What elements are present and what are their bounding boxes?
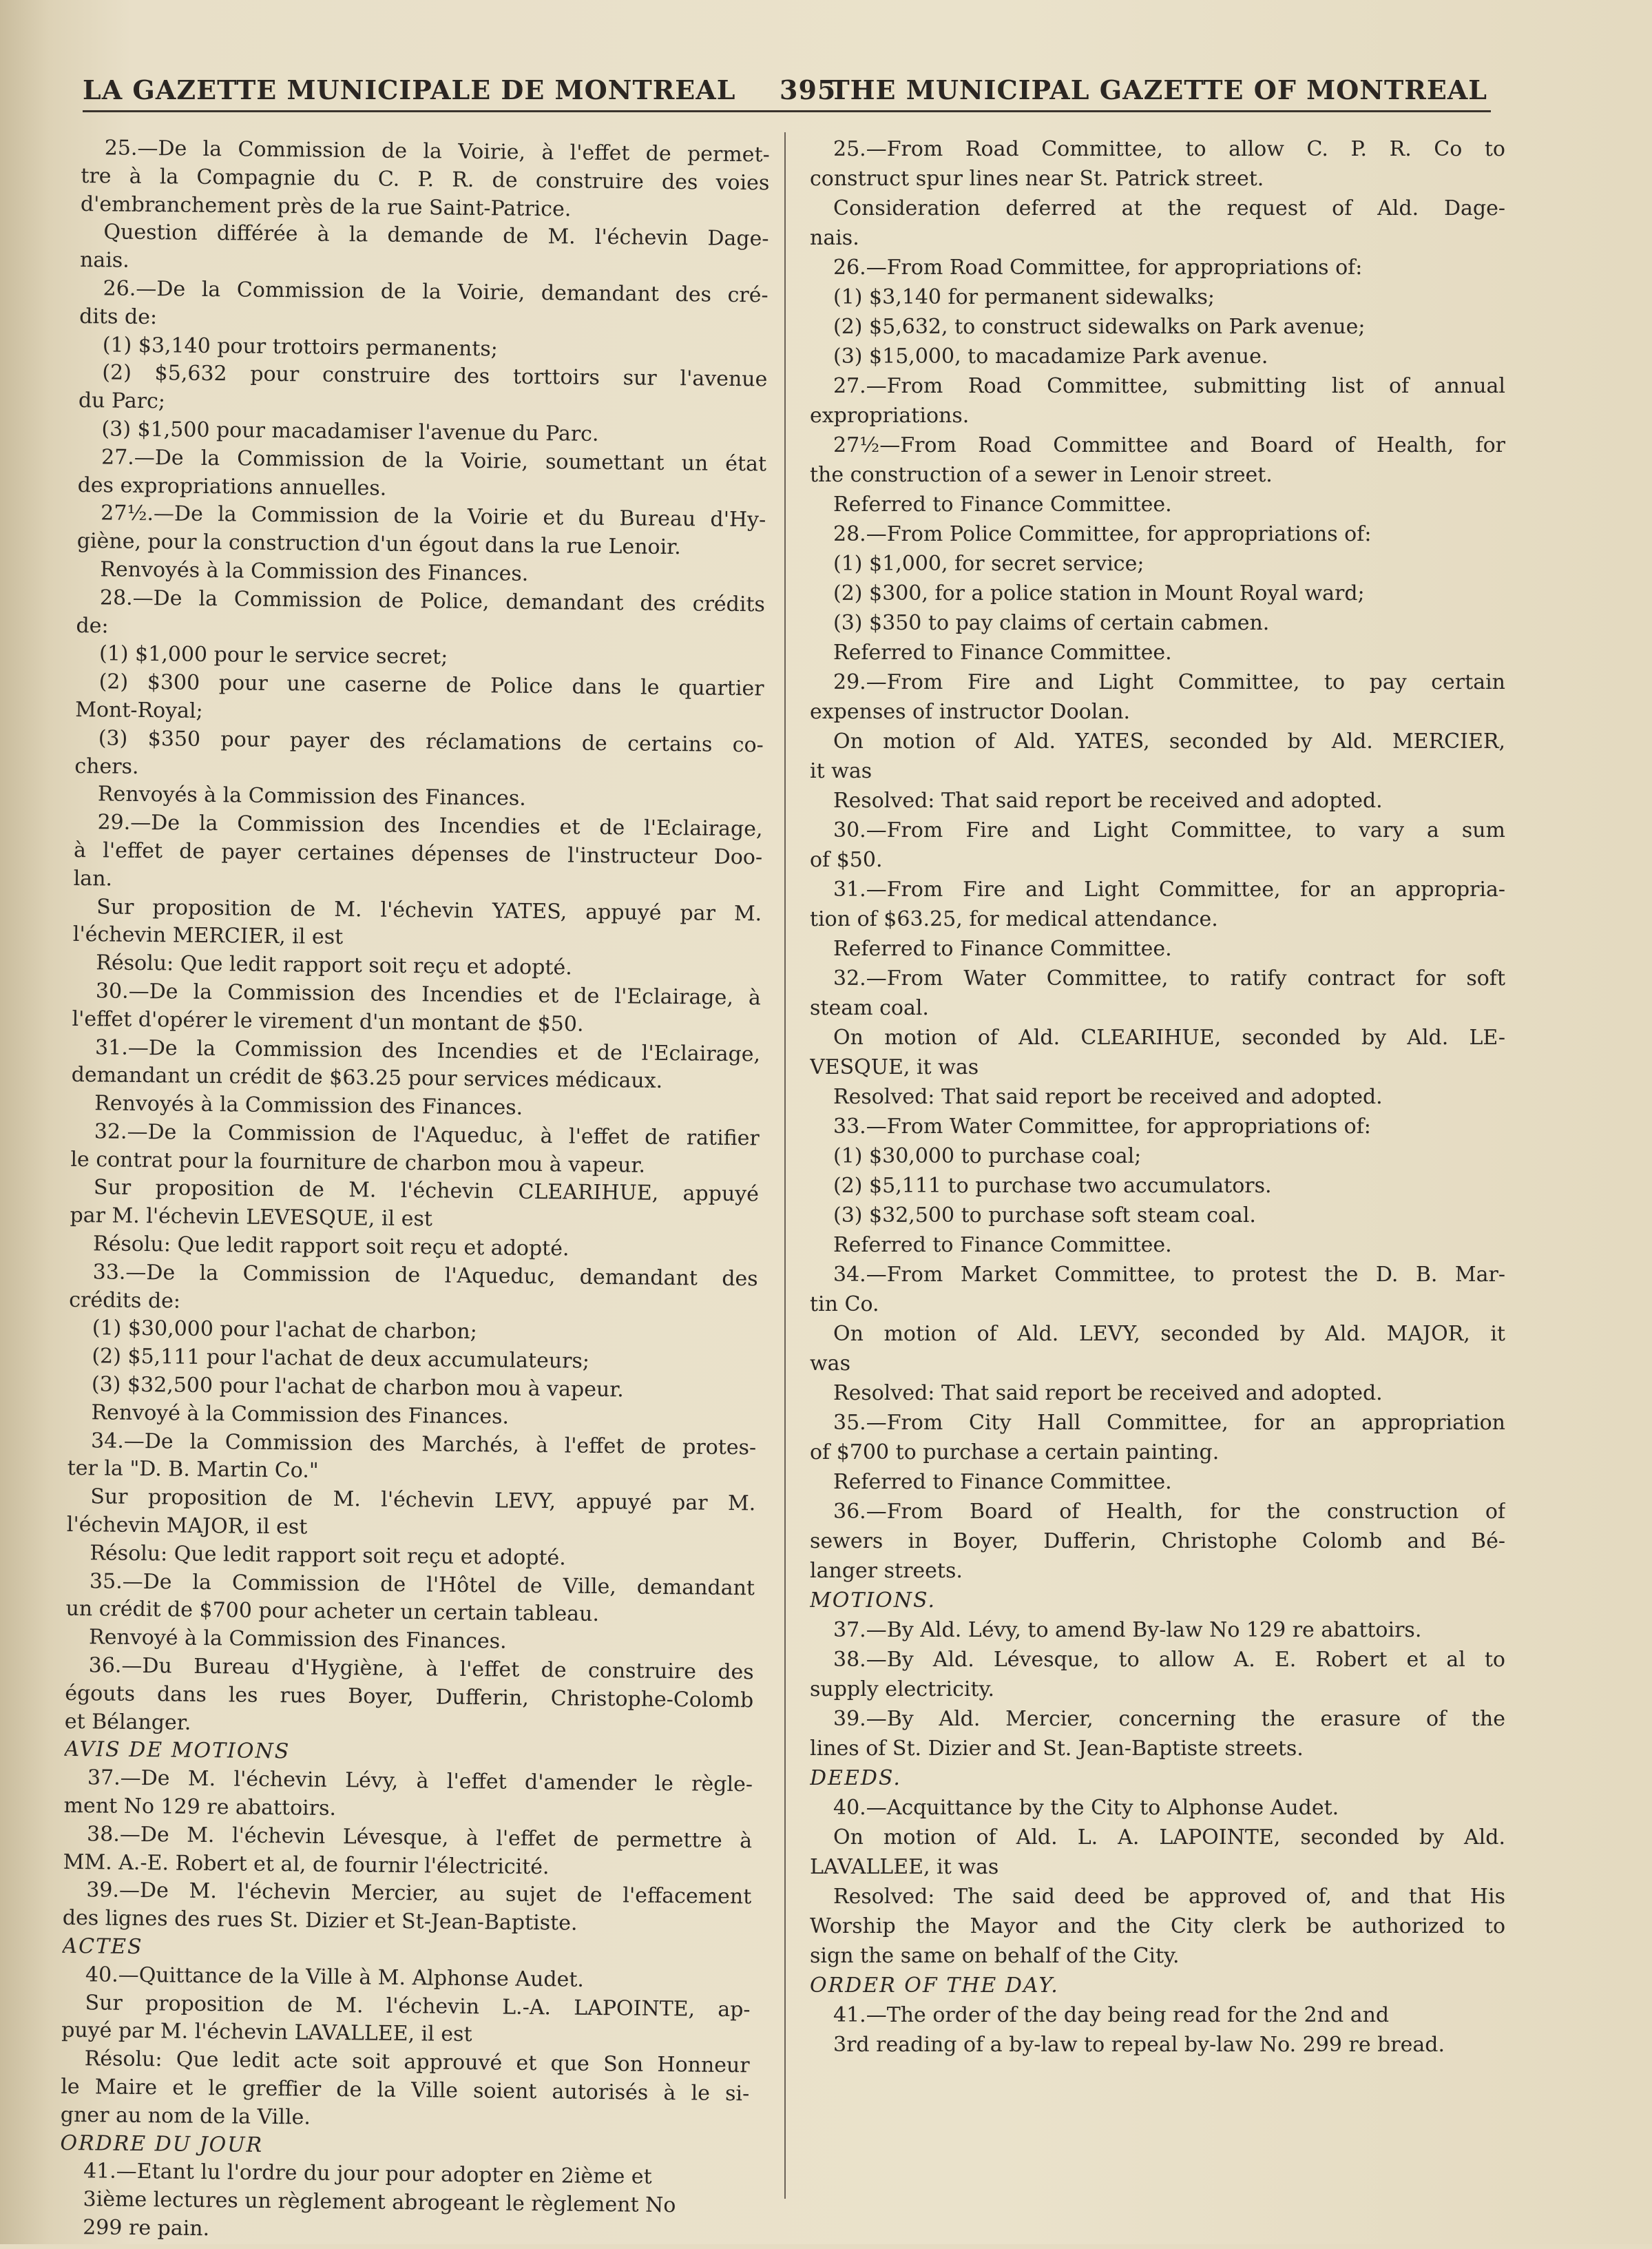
page-header bbox=[83, 74, 1487, 116]
english-text-line: tin Co. bbox=[810, 1292, 879, 1316]
french-text-line: du Parc; bbox=[78, 388, 166, 414]
english-text-line: Worship the Mayor and the City clerk be authorized to bbox=[810, 1914, 1505, 1938]
french-text-line: et Bélanger. bbox=[64, 1709, 191, 1735]
french-text-line: chers. bbox=[74, 754, 139, 779]
french-text-line: 40.—Quittance de la Ville à M. Alphonse Audet. bbox=[85, 1962, 585, 1992]
french-text-line: 29.—De la Commission des Incendies et de l'Eclairage, bbox=[97, 810, 763, 842]
french-text-line: 3ième lectures un règlement abrogeant le règlement No bbox=[83, 2187, 676, 2218]
english-text-line: Referred to Finance Committee. bbox=[833, 1470, 1172, 1494]
english-text-line: On motion of Ald. YATES, seconded by Ald. MERCIER, bbox=[833, 729, 1505, 754]
english-text-line: On motion of Ald. CLEARIHUE, seconded by Ald. LE- bbox=[833, 1026, 1505, 1050]
french-title: LA GAZETTE MUNICIPALE DE MONTREAL bbox=[83, 74, 736, 105]
english-text-line: LAVALLEE, it was bbox=[810, 1855, 999, 1879]
english-text-line: (1) $3,140 for permanent sidewalks; bbox=[833, 285, 1215, 309]
english-text-line: lines of St. Dizier and St. Jean-Baptiste streets. bbox=[810, 1737, 1304, 1761]
french-text-line: 26.—De la Commission de la Voirie, demandant des cré- bbox=[103, 276, 769, 308]
english-text-line: (2) $300, for a police station in Mount Royal ward; bbox=[833, 581, 1365, 605]
english-text-line: 25.—From Road Committee, to allow C. P. R. Co to bbox=[833, 137, 1505, 161]
french-text-line: (3) $350 pour payer des réclamations de certains co- bbox=[98, 726, 764, 758]
english-text-line: of $700 to purchase a certain painting. bbox=[810, 1440, 1220, 1464]
english-text-line: Referred to Finance Committee. bbox=[833, 937, 1172, 961]
english-text-line: On motion of Ald. L. A. LAPOINTE, seconded by Ald. bbox=[833, 1825, 1505, 1849]
english-text-line: 41.—The order of the day being read for the 2nd and bbox=[833, 2003, 1390, 2027]
french-text-line: puyé par M. l'échevin LAVALLEE, il est bbox=[61, 2018, 472, 2047]
english-text-line: supply electricity. bbox=[810, 1677, 995, 1701]
french-text-line: le Maire et le greffier de la Ville soient autorisés à le si- bbox=[61, 2074, 750, 2106]
french-text-line: Sur proposition de M. l'échevin L.-A. LAPOINTE, ap- bbox=[85, 1990, 751, 2022]
french-text-line: Résolu: Que ledit rapport soit reçu et adopté. bbox=[90, 1541, 566, 1571]
english-text-line: nais. bbox=[810, 226, 859, 250]
english-text-line: (2) $5,632, to construct sidewalks on Park avenue; bbox=[833, 315, 1366, 339]
french-text-line: 299 re pain. bbox=[82, 2215, 210, 2241]
french-text-line: 31.—De la Commission des Incendies et de l'Eclairage, bbox=[94, 1035, 761, 1066]
french-text-line: Renvoyés à la Commission des Finances. bbox=[94, 1091, 523, 1120]
english-text-line: Consideration deferred at the request of Ald. Dage- bbox=[833, 196, 1505, 220]
french-text-line: 27½.—De la Commission de la Voirie et du Bureau d'Hy- bbox=[101, 501, 766, 532]
french-text-line: ter la "D. B. Martin Co." bbox=[67, 1456, 319, 1484]
french-text-line: 37.—De M. l'échevin Lévy, à l'effet d'amender le règle- bbox=[87, 1765, 753, 1797]
english-text-line: Resolved: The said deed be approved of, and that His bbox=[833, 1885, 1505, 1909]
french-section-heading: AVIS DE MOTIONS bbox=[64, 1737, 291, 1764]
english-text-line: 28.—From Police Committee, for appropriations of: bbox=[833, 522, 1372, 546]
english-text-line: 40.—Acquittance by the City to Alphonse Audet. bbox=[833, 1796, 1339, 1820]
french-text-line: Résolu: Que ledit rapport soit reçu et adopté. bbox=[92, 1232, 569, 1261]
english-text-line: On motion of Ald. LEVY, seconded by Ald. MAJOR, it bbox=[833, 1322, 1505, 1346]
french-text-line: 39.—De M. l'échevin Mercier, au sujet de l'effacement bbox=[86, 1878, 752, 1909]
french-text-line: un crédit de $700 pour acheter un certain tableau. bbox=[65, 1597, 600, 1627]
french-text-line: 27.—De la Commission de la Voirie, soumettant un état bbox=[101, 445, 767, 477]
french-text-line: 41.—Etant lu l'ordre du jour pour adopter en 2ième et bbox=[83, 2159, 652, 2190]
french-text-line: 28.—De la Commission de Police, demandant des crédits bbox=[99, 585, 766, 617]
french-text-line: 34.—De la Commission des Marchés, à l'effet de protes- bbox=[90, 1428, 757, 1460]
english-text-line: 38.—By Ald. Lévesque, to allow A. E. Robert et al to bbox=[833, 1648, 1505, 1672]
french-text-line: MM. A.-E. Robert et al, de fournir l'électricité. bbox=[63, 1849, 550, 1879]
english-text-line: 37.—By Ald. Lévy, to amend By-law No 129 re abattoirs. bbox=[833, 1618, 1422, 1642]
english-title: THE MUNICIPAL GAZETTE OF MONTREAL bbox=[830, 74, 1487, 105]
french-text-line: l'effet d'opérer le virement d'un montant de $50. bbox=[72, 1006, 584, 1037]
english-text-line: 30.—From Fire and Light Committee, to vary a sum bbox=[833, 818, 1505, 842]
french-text-line: gner au nom de la Ville. bbox=[60, 2102, 311, 2130]
french-text-line: (1) $1,000 pour le service secret; bbox=[98, 641, 448, 670]
english-text-line: 39.—By Ald. Mercier, concerning the erasure of the bbox=[833, 1707, 1505, 1731]
english-text-line: was bbox=[810, 1351, 850, 1376]
french-text-line: 25.—De la Commission de la Voirie, à l'effet de permet- bbox=[104, 136, 770, 167]
english-text-line: (1) $30,000 to purchase coal; bbox=[833, 1144, 1142, 1168]
page-number: 395 bbox=[780, 74, 837, 105]
french-section-heading: ORDRE DU JOUR bbox=[60, 2131, 264, 2157]
english-text-line: langer streets. bbox=[810, 1559, 963, 1583]
header-rule bbox=[83, 110, 1491, 112]
french-text-line: (1) $3,140 pour trottoirs permanents; bbox=[102, 332, 499, 361]
french-text-line: Résolu: Que ledit rapport soit reçu et adopté. bbox=[96, 951, 572, 980]
english-text-line: 26.—From Road Committee, for appropriations of: bbox=[833, 256, 1363, 280]
french-text-line: 36.—Du Bureau d'Hygiène, à l'effet de construire des bbox=[88, 1653, 754, 1685]
french-text-line: à l'effet de payer certaines dépenses de l'instructeur Doo- bbox=[73, 838, 763, 870]
english-text-line: 32.—From Water Committee, to ratify contract for soft bbox=[833, 966, 1505, 991]
english-text-line: of $50. bbox=[810, 848, 883, 872]
english-section-heading: MOTIONS. bbox=[810, 1588, 937, 1613]
english-text-line: expropriations. bbox=[810, 404, 970, 428]
french-text-line: des expropriations annuelles. bbox=[77, 473, 387, 501]
english-text-line: 31.—From Fire and Light Committee, for an appropria- bbox=[833, 878, 1505, 902]
french-text-line: égouts dans les rues Boyer, Dufferin, Christophe-Colomb bbox=[65, 1681, 754, 1713]
english-column bbox=[810, 134, 1505, 2060]
column-divider bbox=[784, 132, 786, 2199]
french-text-line: Résolu: Que ledit acte soit approuvé et que Son Honneur bbox=[84, 2046, 750, 2078]
english-text-line: 29.—From Fire and Light Committee, to pay certain bbox=[833, 670, 1505, 694]
english-text-line: sign the same on behalf of the City. bbox=[810, 1944, 1180, 1968]
english-text-line: VESQUE, it was bbox=[810, 1055, 979, 1079]
french-text-line: d'embranchement près de la rue Saint-Patrice. bbox=[80, 191, 572, 222]
french-text-line: l'échevin MAJOR, il est bbox=[66, 1512, 308, 1540]
english-section-heading: ORDER OF THE DAY. bbox=[810, 1973, 1059, 1998]
english-text-line: Resolved: That said report be received and adopted. bbox=[833, 1381, 1383, 1405]
french-text-line: Sur proposition de M. l'échevin CLEARIHUE, appuyé bbox=[93, 1175, 760, 1207]
english-text-line: (3) $15,000, to macadamize Park avenue. bbox=[833, 344, 1268, 369]
english-text-line: (3) $32,500 to purchase soft steam coal. bbox=[833, 1203, 1256, 1227]
french-text-line: 38.—De M. l'échevin Lévesque, à l'effet de permettre à bbox=[86, 1822, 753, 1854]
english-text-line: (3) $350 to pay claims of certain cabmen. bbox=[833, 611, 1270, 635]
french-text-line: Renvoyé à la Commission des Finances. bbox=[91, 1400, 510, 1429]
french-text-line: 33.—De la Commission de l'Aqueduc, demandant des bbox=[92, 1260, 758, 1292]
french-text-line: dits de: bbox=[79, 304, 158, 329]
english-text-line: Referred to Finance Committee. bbox=[833, 641, 1172, 665]
english-text-line: the construction of a sewer in Lenoir street. bbox=[810, 463, 1273, 487]
english-text-line: 34.—From Market Committee, to protest the D. B. Mar- bbox=[833, 1263, 1505, 1287]
french-text-line: Sur proposition de M. l'échevin YATES, appuyé par M. bbox=[96, 894, 762, 926]
french-text-line: lan. bbox=[73, 866, 113, 891]
english-section-heading: DEEDS. bbox=[810, 1766, 901, 1790]
french-text-line: 32.—De la Commission de l'Aqueduc, à l'effet de ratifier bbox=[94, 1119, 760, 1151]
french-text-line: ment No 129 re abattoirs. bbox=[63, 1793, 337, 1821]
french-text-line: nais. bbox=[79, 248, 130, 273]
french-text-line: par M. l'échevin LEVESQUE, il est bbox=[70, 1203, 433, 1232]
french-text-line: Renvoyés à la Commission des Finances. bbox=[97, 782, 526, 811]
french-text-line: demandant un crédit de $63.25 pour services médicaux. bbox=[71, 1063, 663, 1094]
english-text-line: sewers in Boyer, Dufferin, Christophe Colomb and Bé- bbox=[810, 1529, 1505, 1553]
french-section-heading: ACTES bbox=[62, 1934, 143, 1960]
french-text-line: de: bbox=[76, 613, 109, 638]
english-text-line: 27.—From Road Committee, submitting list of annual bbox=[833, 374, 1505, 398]
english-text-line: (1) $1,000, for secret service; bbox=[833, 552, 1144, 576]
english-text-line: 27½—From Road Committee and Board of Health, for bbox=[833, 433, 1505, 457]
french-text-line: crédits de: bbox=[69, 1287, 181, 1314]
french-text-line: (2) $300 pour une caserne de Police dans le quartier bbox=[98, 670, 764, 701]
english-text-line: tion of $63.25, for medical attendance. bbox=[810, 907, 1218, 931]
english-text-line: Referred to Finance Committee. bbox=[833, 493, 1172, 517]
french-text-line: (1) $30,000 pour l'achat de charbon; bbox=[92, 1316, 477, 1345]
english-text-line: expenses of instructor Doolan. bbox=[810, 700, 1131, 724]
english-text-line: (2) $5,111 to purchase two accumulators. bbox=[833, 1174, 1272, 1198]
english-text-line: 35.—From City Hall Committee, for an appropriation bbox=[833, 1411, 1505, 1435]
french-text-line: Mont-Royal; bbox=[75, 697, 203, 723]
french-text-line: (2) $5,111 pour l'achat de deux accumulateurs; bbox=[92, 1344, 590, 1374]
french-text-line: (3) $32,500 pour l'achat de charbon mou à vapeur. bbox=[91, 1372, 625, 1402]
english-text-line: steam coal. bbox=[810, 996, 929, 1020]
english-text-line: 33.—From Water Committee, for appropriations of: bbox=[833, 1115, 1371, 1139]
french-text-line: le contrat pour la fourniture de charbon mou à vapeur. bbox=[70, 1147, 646, 1178]
french-text-line: 30.—De la Commission des Incendies et de l'Eclairage, à bbox=[95, 979, 762, 1011]
french-column bbox=[60, 134, 770, 2242]
french-text-line: tre à la Compagnie du C. P. R. de construire des voies bbox=[81, 163, 770, 196]
english-text-line: it was bbox=[810, 759, 872, 783]
french-text-line: (3) $1,500 pour macadamiser l'avenue du Parc. bbox=[101, 417, 599, 446]
english-text-line: 36.—From Board of Health, for the construction of bbox=[833, 1500, 1505, 1524]
english-text-line: construct spur lines near St. Patrick street. bbox=[810, 167, 1264, 191]
english-text-line: Resolved: That said report be received and adopted. bbox=[833, 1085, 1383, 1109]
french-text-line: giène, pour la construction d'un égout dans la rue Lenoir. bbox=[76, 529, 681, 560]
french-text-line: des lignes des rues St. Dizier et St-Jean-Baptiste. bbox=[62, 1906, 578, 1936]
english-text-line: Referred to Finance Committee. bbox=[833, 1233, 1172, 1257]
french-text-line: Sur proposition de M. l'échevin LEVY, appuyé par M. bbox=[90, 1484, 756, 1516]
english-text-line: Resolved: That said report be received and adopted. bbox=[833, 789, 1383, 813]
french-text-line: Question différée à la demande de M. l'échevin Dage- bbox=[103, 220, 769, 251]
french-text-line: (2) $5,632 pour construire des torttoirs sur l'avenue bbox=[102, 360, 768, 392]
french-text-line: 35.—De la Commission de l'Hôtel de Ville, demandant bbox=[89, 1568, 755, 1600]
french-text-line: l'échevin MERCIER, il est bbox=[72, 922, 344, 950]
english-text-line: 3rd reading of a by-law to repeal by-law No. 299 re bread. bbox=[833, 2033, 1445, 2057]
french-text-line: Renvoyé à la Commission des Finances. bbox=[88, 1625, 507, 1654]
french-text-line: Renvoyés à la Commission des Finances. bbox=[100, 557, 529, 586]
